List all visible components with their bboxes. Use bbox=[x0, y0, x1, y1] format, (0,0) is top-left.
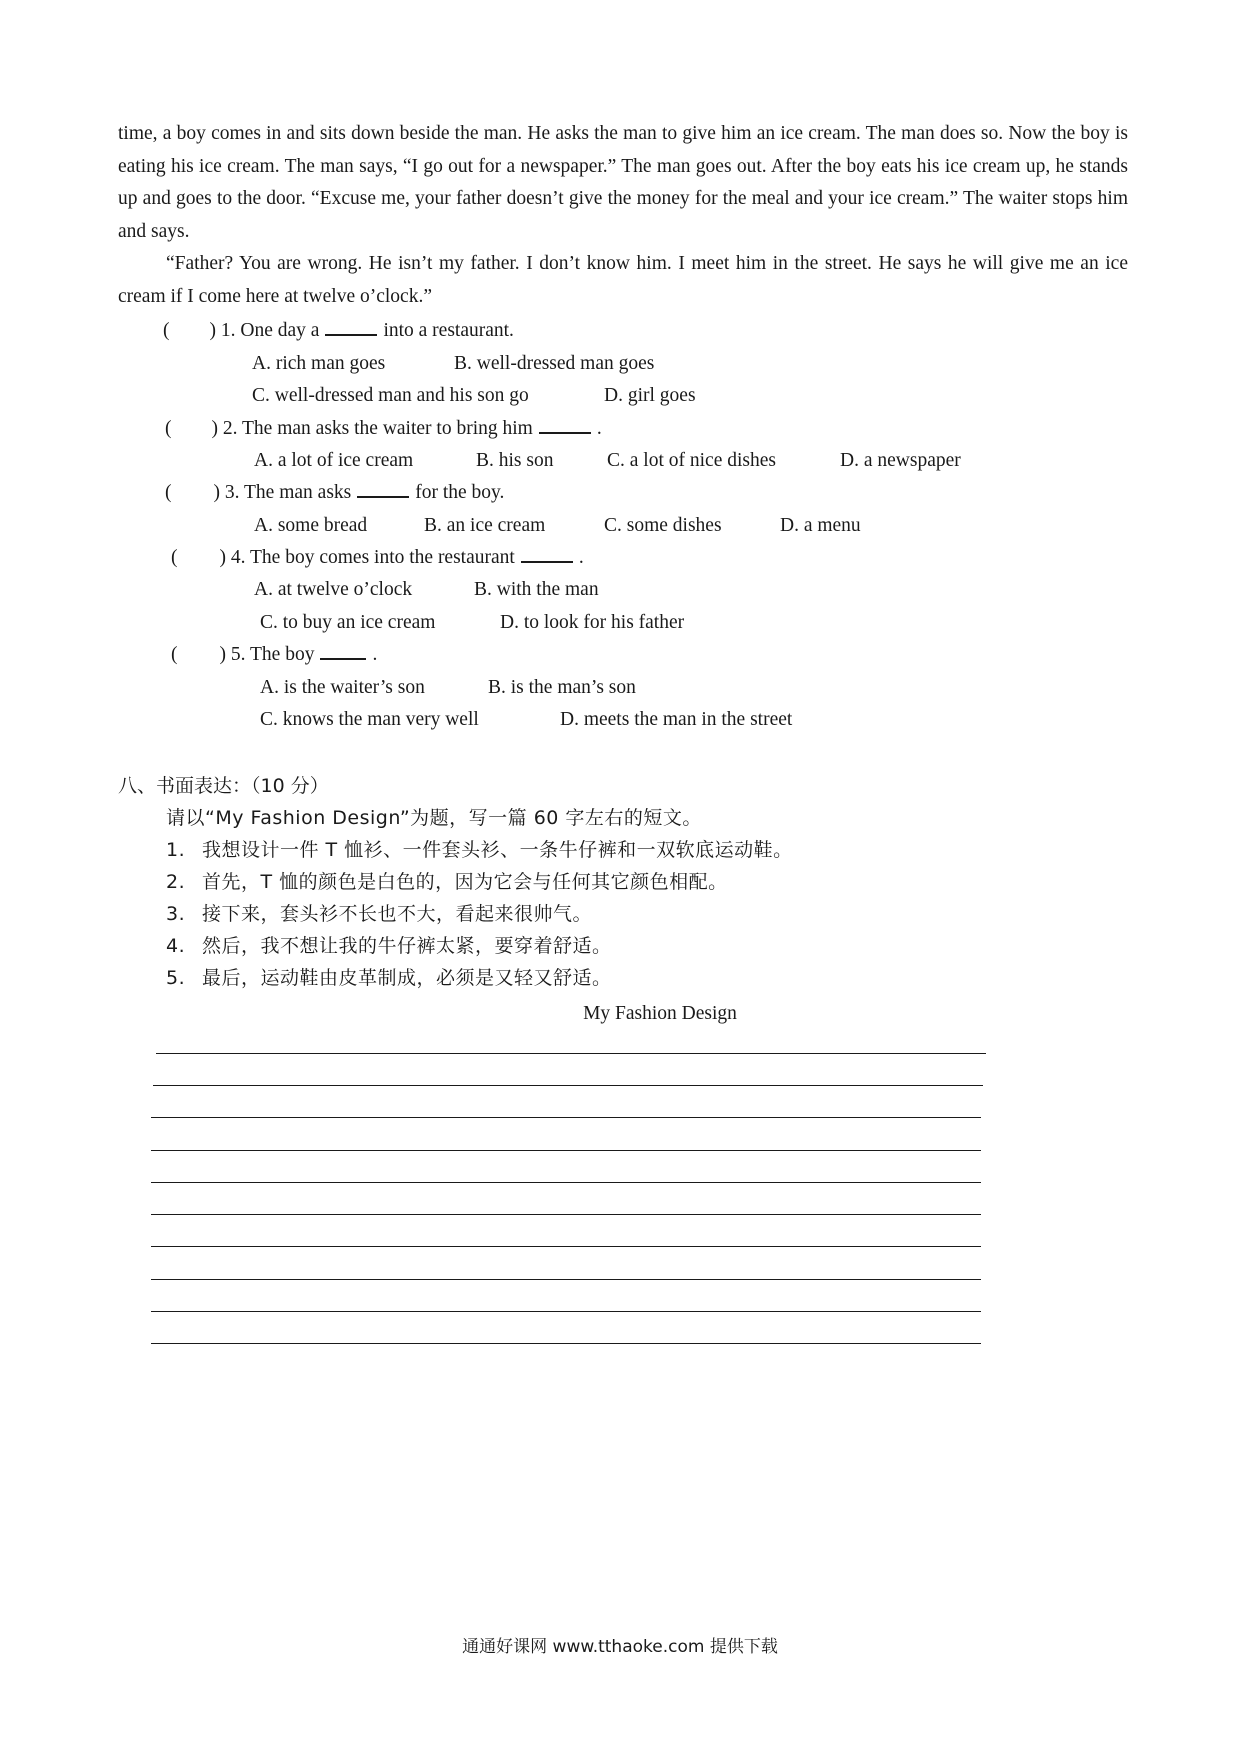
answer-blank bbox=[539, 416, 591, 434]
point-text: 我想设计一件 T 恤衫、一件套头衫、一条牛仔裤和一双软底运动鞋。 bbox=[202, 839, 793, 861]
answer-paren-close: ) bbox=[219, 644, 226, 665]
point-text: 然后，我不想让我的牛仔裤太紧，要穿着舒适。 bbox=[202, 935, 612, 957]
answer-paren-close: ) bbox=[213, 482, 220, 503]
section-heading: 八、书面表达：（10 分） bbox=[118, 775, 329, 797]
question-stem-end: into a restaurant. bbox=[383, 320, 514, 341]
option-d: D. a menu bbox=[780, 515, 861, 536]
writing-line[interactable] bbox=[151, 1182, 981, 1183]
writing-line[interactable] bbox=[151, 1246, 981, 1247]
writing-line[interactable] bbox=[151, 1311, 981, 1312]
writing-point-4 bbox=[166, 933, 612, 959]
option-a: A. at twelve o’clock bbox=[254, 579, 413, 600]
page-footer: 通通好课网 www.tthaoke.com 提供下载 bbox=[462, 1637, 778, 1657]
question-stem-end: . bbox=[596, 418, 602, 439]
writing-point-3 bbox=[166, 901, 592, 927]
option-b: B. well-dressed man goes bbox=[454, 353, 655, 374]
point-number: 4. bbox=[166, 935, 186, 957]
option-b: B. is the man’s son bbox=[488, 677, 636, 698]
writing-instruction: 请以“My Fashion Design”为题，写一篇 60 字左右的短文。 bbox=[166, 807, 702, 829]
option-b: B. his son bbox=[476, 450, 554, 471]
option-a: A. rich man goes bbox=[252, 353, 386, 374]
option-a: A. is the waiter’s son bbox=[260, 677, 425, 698]
option-b: B. with the man bbox=[474, 579, 599, 600]
answer-paren-open: ( bbox=[171, 644, 178, 665]
writing-line[interactable] bbox=[151, 1117, 981, 1118]
option-c: C. some dishes bbox=[604, 515, 722, 536]
passage-paragraph-1: time, a boy comes in and sits down beside the man. He asks the man to give him an ice cream. The man does so. Now the boy is eating his ice cream. The man says, “I go out for a newspaper.” The man goes out. After the boy eats his ice cream up, he stands up and goes to the door. “Excuse me, your father doesn’t give the money for the meal and your ice cream.” The waiter stops him and says. bbox=[118, 123, 1128, 242]
option-a: A. some bread bbox=[254, 515, 368, 536]
point-text: 最后，运动鞋由皮革制成，必须是又轻又舒适。 bbox=[202, 967, 612, 989]
question-5 bbox=[171, 642, 377, 668]
option-b: B. an ice cream bbox=[424, 515, 546, 536]
writing-point-1 bbox=[166, 837, 793, 863]
point-number: 1. bbox=[166, 839, 186, 861]
writing-line[interactable] bbox=[151, 1150, 981, 1151]
option-c: C. knows the man very well bbox=[260, 709, 479, 730]
writing-point-5 bbox=[166, 965, 612, 991]
answer-blank bbox=[320, 642, 366, 660]
question-stem: 4. The boy comes into the restaurant bbox=[230, 547, 515, 568]
option-d: D. girl goes bbox=[604, 385, 696, 406]
answer-blank bbox=[521, 545, 573, 563]
answer-paren-open: ( bbox=[163, 320, 170, 341]
answer-paren-open: ( bbox=[165, 482, 172, 503]
reading-passage bbox=[118, 118, 1128, 313]
option-c: C. a lot of nice dishes bbox=[607, 450, 776, 471]
point-number: 2. bbox=[166, 871, 186, 893]
question-stem: 2. The man asks the waiter to bring him bbox=[222, 418, 533, 439]
point-number: 3. bbox=[166, 903, 186, 925]
composition-title: My Fashion Design bbox=[583, 1003, 737, 1024]
writing-point-2 bbox=[166, 869, 728, 895]
question-stem: 5. The boy bbox=[230, 644, 315, 665]
writing-line[interactable] bbox=[151, 1279, 981, 1280]
answer-paren-close: ) bbox=[219, 547, 226, 568]
writing-line[interactable] bbox=[151, 1214, 981, 1215]
option-d: D. a newspaper bbox=[840, 450, 961, 471]
question-stem-end: . bbox=[372, 644, 378, 665]
question-2 bbox=[165, 416, 602, 442]
point-number: 5. bbox=[166, 967, 186, 989]
question-stem: 3. The man asks bbox=[224, 482, 352, 503]
writing-line[interactable] bbox=[153, 1085, 983, 1086]
answer-blank bbox=[325, 318, 377, 336]
answer-paren-close: ) bbox=[211, 418, 218, 439]
answer-blank bbox=[357, 480, 409, 498]
question-stem-end: for the boy. bbox=[415, 482, 505, 503]
answer-paren-open: ( bbox=[171, 547, 178, 568]
writing-line[interactable] bbox=[156, 1053, 986, 1054]
point-text: 首先，T 恤的颜色是白色的，因为它会与任何其它颜色相配。 bbox=[202, 871, 728, 893]
option-a: A. a lot of ice cream bbox=[254, 450, 414, 471]
passage-paragraph-2: “Father? You are wrong. He isn’t my father. I don’t know him. I meet him in the street. He says he will give me an ice cream if I come here at twelve o’clock.” bbox=[118, 253, 1128, 307]
point-text: 接下来，套头衫不长也不大，看起来很帅气。 bbox=[202, 903, 593, 925]
question-stem: 1. One day a bbox=[220, 320, 320, 341]
writing-line[interactable] bbox=[151, 1343, 981, 1344]
option-d: D. to look for his father bbox=[500, 612, 685, 633]
option-c: C. to buy an ice cream bbox=[260, 612, 436, 633]
option-c: C. well-dressed man and his son go bbox=[252, 385, 529, 406]
question-4 bbox=[171, 545, 584, 571]
option-d: D. meets the man in the street bbox=[560, 709, 793, 730]
question-3 bbox=[165, 480, 504, 506]
question-stem-end: . bbox=[578, 547, 584, 568]
answer-paren-close: ) bbox=[209, 320, 216, 341]
question-1 bbox=[163, 318, 514, 344]
answer-paren-open: ( bbox=[165, 418, 172, 439]
